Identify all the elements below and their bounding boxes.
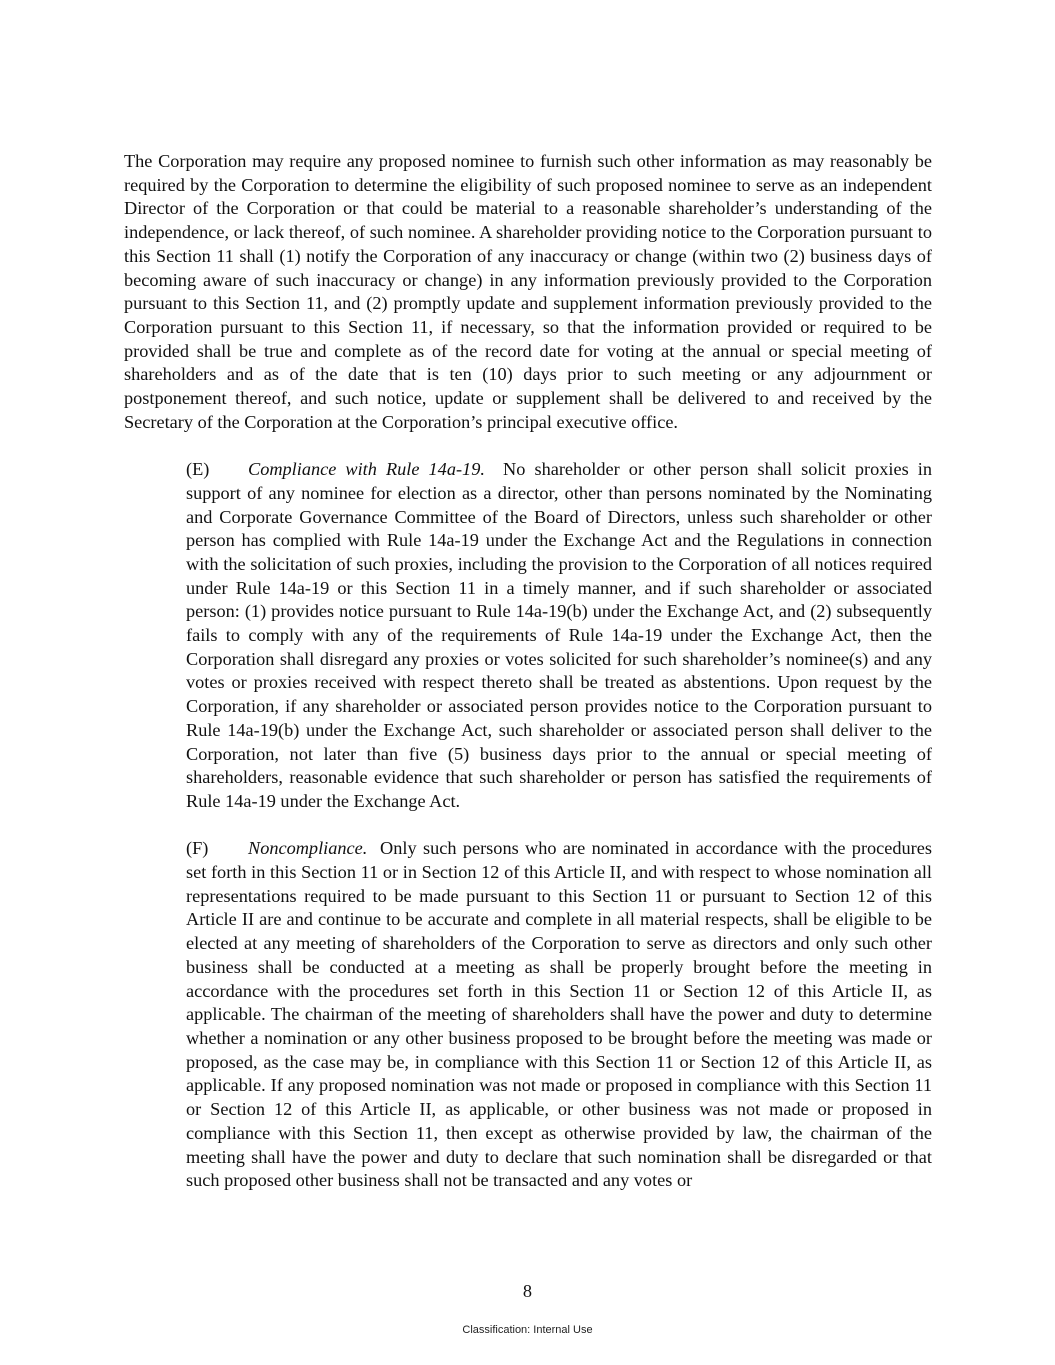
paragraph-text: Only such persons who are nominated in accordance with the procedures set forth in this Section 11 or in Section 12 of this Article II, and with respect to whose nomination all representations required to be made pursuant to this Section 11 or pursuant to Section 12 of this Article II are and continue to be accurate and complete in all material respects, shall be eligible to be elected at any meeting of shareholders of the Corporation to serve as directors and only such other business shall be conducted at a meeting as shall be properly brought before the meeting in accordance with the procedures set forth in this Section 11 or Section 12 of this Article II, as applicable. The chairman of the meeting of shareholders shall have the power and duty to determine whether a nomination or any other business proposed to be brought before the meeting was made or proposed, as the case may be, in compliance with this Section 11 or Section 12 of this Article II, as applicable. If any proposed nomination was not made or proposed in compliance with this Section 11 or Section 12 of this Article II, as applicable, or other business was not made or proposed in compliance with this Section 11, then except as otherwise provided by law, the chairman of the meeting shall have the power and duty to declare that such nomination shall be disregarded or that such proposed other business shall not be transacted and any votes or	[186, 838, 933, 1191]
paragraph-text: The Corporation may require any proposed nominee to furnish such other information as may reasonably be required by the Corporation to determine the eligibility of such proposed nominee to serve as an independent Director of the Corporation or that could be material to a reasonable shareholder’s understanding of the independence, or lack thereof, of such nominee. A shareholder providing notice to the Corporation pursuant to this Section 11 shall (1) notify the Corporation of any inaccuracy or change (within two (2) business days of becoming aware of such inaccuracy or change) in any information previously provided to the Corporation pursuant to this Section 11, and (2) promptly update and supplement information previously provided to the Corporation pursuant to this Section 11, if necessary, so that the information provided or required to be provided shall be true and complete as of the record date for voting at the annual or special meeting of shareholders and as of the date that is ten (10) days prior to such meeting or any adjournment or postponement thereof, and such notice, update or supplement shall be delivered to and received by the Secretary of the Corporation at the Corporation’s principal executive office.	[124, 151, 932, 432]
paragraph-compliance-rule-14a-19	[124, 458, 932, 814]
paragraph-noncompliance	[124, 837, 932, 1193]
section-label: (E)	[186, 459, 210, 480]
classification-label: Classification: Internal Use	[462, 1324, 593, 1336]
section-heading: Noncompliance.	[248, 838, 368, 859]
document-body	[124, 150, 932, 1193]
paragraph-nominee-information	[124, 150, 932, 434]
section-label: (F)	[186, 838, 209, 859]
paragraph-text: No shareholder or other person shall solicit proxies in support of any nominee for election as a director, other than persons nominated by the Nominating and Corporate Governance Committee of the Board of Directors, unless such shareholder or other person has complied with Rule 14a-19 under the Exchange Act and the Regulations in connection with the solicitation of such proxies, including the provision to the Corporation of all notices required under Rule 14a-19 or this Section 11 in a timely manner, and if such shareholder or associated person: (1) provides notice pursuant to Rule 14a-19(b) under the Exchange Act, and (2) subsequently fails to comply with any of the requirements of Rule 14a-19 under the Exchange Act, then the Corporation shall disregard any proxies or votes solicited for such shareholder’s nominee(s) and any votes or proxies received with respect thereto shall be treated as abstentions. Upon request by the Corporation, if any shareholder or associated person provides notice to the Corporation pursuant to Rule 14a-19(b) under the Exchange Act, such shareholder or associated person shall deliver to the Corporation, not later than five (5) business days prior to the annual or special meeting of shareholders, reasonable evidence that such shareholder or person has satisfied the requirements of Rule 14a-19 under the Exchange Act.	[186, 459, 932, 811]
page-number: 8	[522, 1281, 533, 1301]
section-heading: Compliance with Rule 14a-19.	[248, 459, 485, 480]
